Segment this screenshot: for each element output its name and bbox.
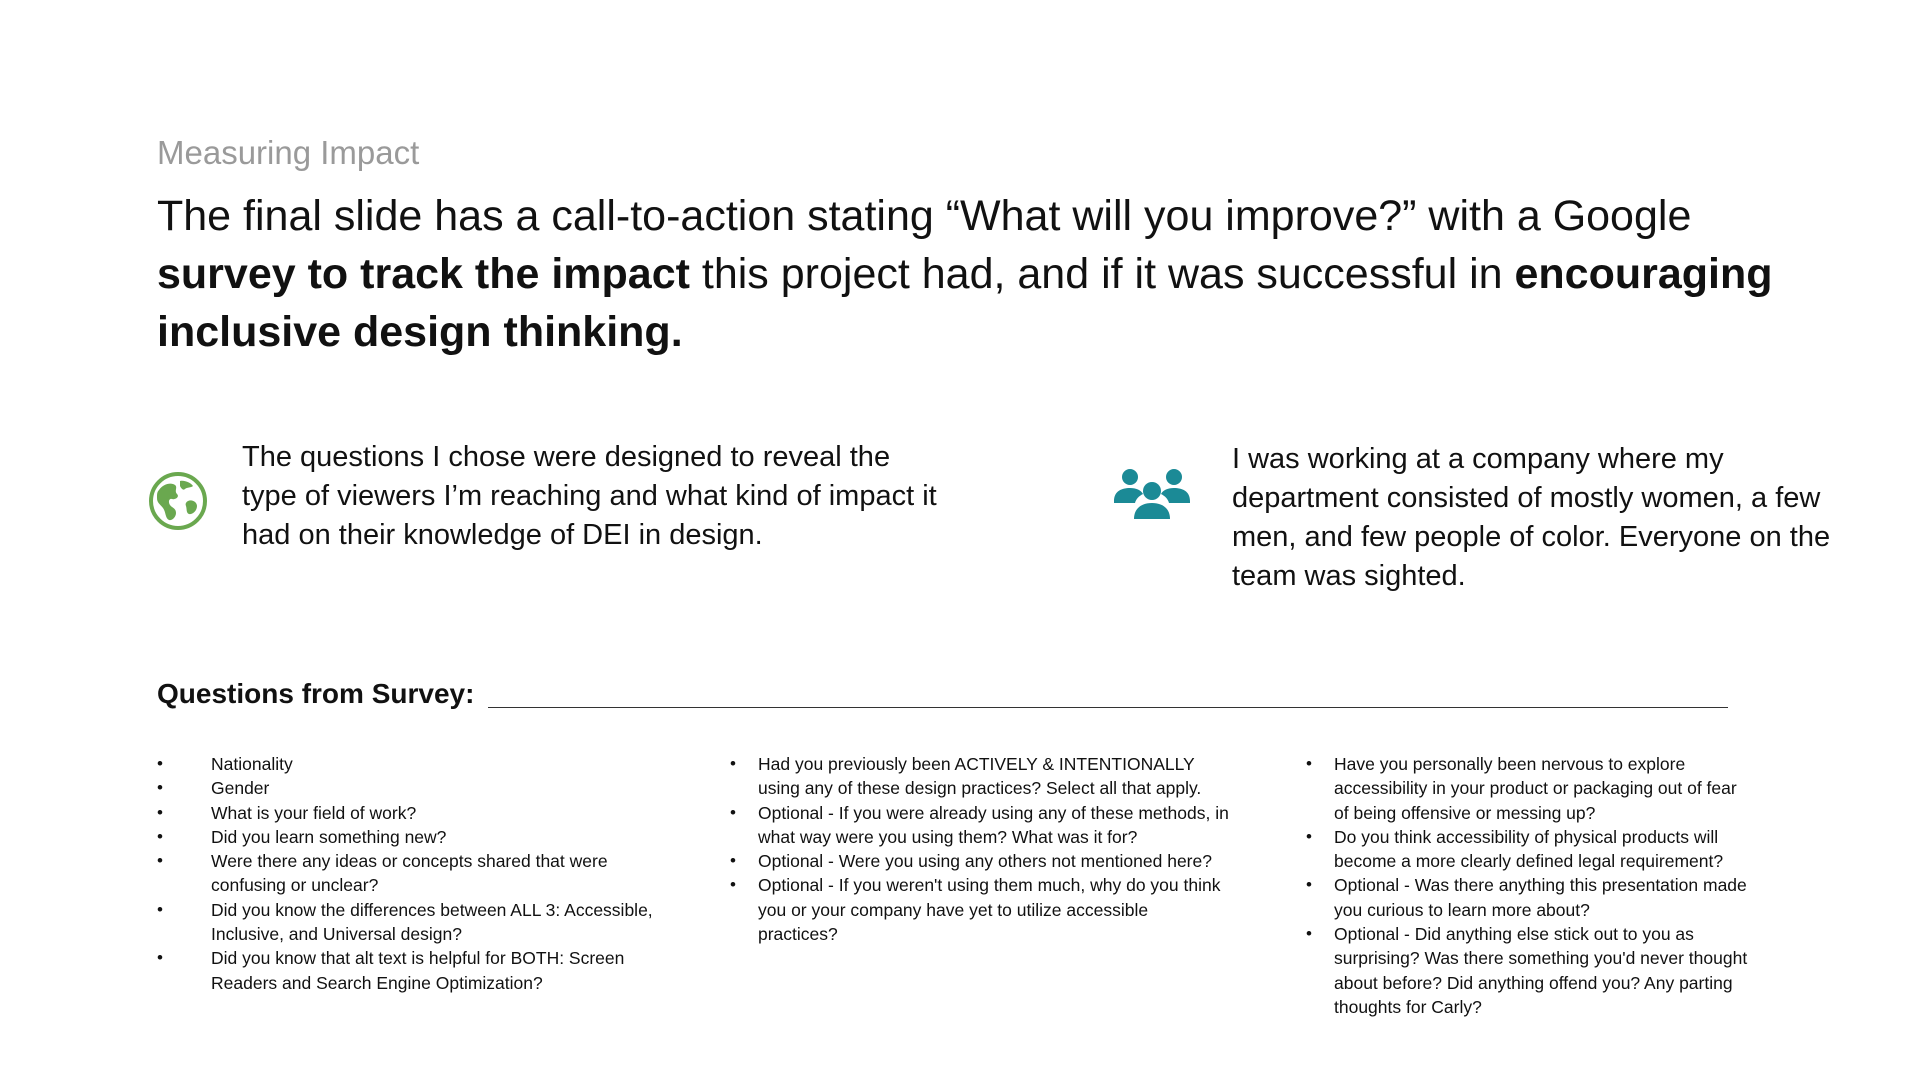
headline-bold-1: survey to track the impact	[157, 250, 690, 298]
callout-left-text: The questions I chose were designed to reveal the type of viewers I’m reaching and what kind of impact it had on their knowledge of DEI in design.	[242, 441, 937, 551]
list-item: • Optional - Did anything else stick out to you as surprising? Was there something you'd never thought about before? Did anything offend you? Any parting thoughts for Carly?	[1306, 922, 1756, 1019]
headline-bold-2: encouraging inclusive design thinking.	[157, 250, 1773, 356]
headline-text-1: The final slide has a call-to-action stating “What will you improve?” with a Google	[157, 192, 1692, 240]
people-group-icon	[1112, 467, 1192, 527]
slide-eyebrow: Measuring Impact	[157, 134, 420, 171]
headline-text-2: this project had, and if it was successful in	[689, 250, 1515, 298]
list-item: • Did you know that alt text is helpful for BOTH: Screen Readers and Search Engine Optimization?	[157, 946, 677, 995]
survey-questions-column-1	[157, 752, 677, 995]
callout-right-text: I was working at a company where my department consisted of mostly women, a few men, and few people of color. Everyone on the team was sighted.	[1232, 443, 1831, 592]
slide-headline	[157, 187, 1807, 361]
list-item: • Did you learn something new?	[157, 825, 677, 849]
list-item: • Optional - If you were already using any of these methods, in what way were you using them? What was it for?	[730, 801, 1230, 850]
list-item: • What is your field of work?	[157, 801, 677, 825]
list-item: • Optional - Were you using any others not mentioned here?	[730, 849, 1230, 873]
list-item: • Were there any ideas or concepts shared that were confusing or unclear?	[157, 849, 677, 898]
list-item: • Had you previously been ACTIVELY & INTENTIONALLY using any of these design practices? Select all that apply.	[730, 752, 1230, 801]
list-item: • Have you personally been nervous to explore accessibility in your product or packaging out of fear of being offensive or messing up?	[1306, 752, 1756, 825]
globe-icon	[147, 470, 209, 532]
survey-section-title: Questions from Survey:	[157, 678, 475, 709]
list-item: • Optional - Was there anything this presentation made you curious to learn more about?	[1306, 873, 1756, 922]
section-divider	[488, 707, 1728, 708]
list-item: • Did you know the differences between ALL 3: Accessible, Inclusive, and Universal design?	[157, 898, 677, 947]
list-item: • Optional - If you weren't using them much, why do you think you or your company have yet to utilize accessible practices?	[730, 873, 1230, 946]
list-item: • Gender	[157, 776, 677, 800]
list-item: • Nationality	[157, 752, 677, 776]
list-item: • Do you think accessibility of physical products will become a more clearly defined legal requirement?	[1306, 825, 1756, 874]
survey-questions-column-3	[1306, 752, 1756, 1019]
survey-questions-column-2	[730, 752, 1230, 946]
